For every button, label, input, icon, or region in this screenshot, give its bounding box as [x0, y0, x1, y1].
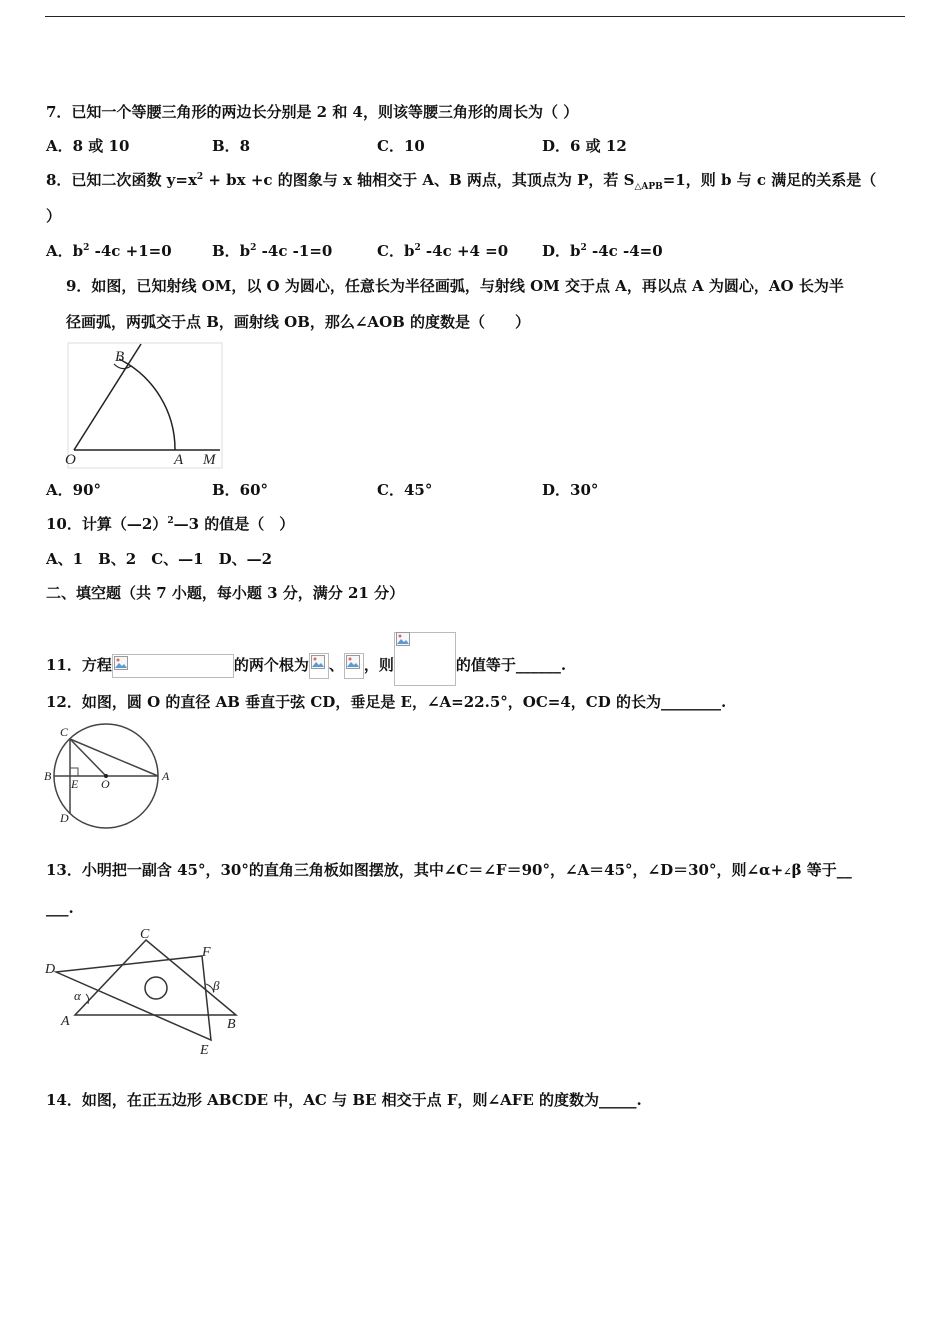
segment-ca [70, 739, 158, 776]
ray-ob [74, 344, 141, 450]
q7-option-a: A．8 或 10 [46, 137, 130, 155]
q8-stem-part: 8．已知二次函数 y=x [46, 171, 197, 189]
q12-figure [42, 722, 182, 834]
q13-text: β 等于__ [791, 861, 852, 879]
q11-text: 的两个根为 [233, 656, 309, 674]
q7-option-d: D．6 或 12 [542, 137, 627, 155]
q8-subscript: △APB [634, 182, 663, 192]
broken-image-icon [346, 655, 360, 669]
label-a: A [174, 452, 184, 468]
q11-text: 的值等于______. [455, 656, 567, 674]
label-a: A [61, 1014, 70, 1029]
arc-centered-o [119, 359, 175, 450]
q10-stem-part: 10．计算（—2） [46, 515, 168, 533]
label-d: D [60, 811, 69, 825]
right-angle-mark [70, 768, 78, 776]
q8-option-d [542, 241, 663, 261]
opt-post: -4c +4 =0 [420, 242, 509, 260]
broken-image-icon [114, 656, 128, 670]
opt-sup: 2 [250, 243, 257, 253]
q9-option-b: B．60° [212, 481, 269, 499]
opt-pre: A．b [46, 242, 84, 260]
label-o: O [65, 452, 76, 468]
label-a: A [162, 769, 170, 783]
triangle-hole [145, 977, 167, 999]
q11-text: 11．方程 [46, 656, 112, 674]
opt-post: -4c -1=0 [256, 242, 333, 260]
q11-text: ，则 [363, 656, 394, 674]
q7-option-c: C．10 [377, 137, 425, 155]
q8-option-c [377, 241, 508, 261]
broken-image-icon [396, 632, 410, 646]
opt-post: -4c +1=0 [89, 242, 172, 260]
question-13-stem-1 [46, 860, 852, 883]
question-10-options: A、1 B、2 C、—1 D、—2 [46, 550, 273, 568]
question-9-stem-2: 径画弧，两弧交于点 B，画射线 OB，那么∠AOB 的度数是（ ） [66, 313, 531, 331]
q10-superscript: 2 [167, 516, 174, 526]
label-b: B [227, 1017, 236, 1032]
label-m: M [203, 452, 216, 468]
opt-pre: C．b [377, 242, 415, 260]
header-rule [45, 16, 905, 17]
q8-option-a [46, 241, 172, 261]
question-8-stem [46, 170, 876, 197]
label-e: E [200, 1043, 209, 1058]
q8-stem-part: =1，则 b 与 c 满足的关系是（ [662, 171, 877, 189]
q13-small-angle: ∠ [783, 867, 792, 878]
broken-image-icon [311, 655, 325, 669]
label-c: C [60, 725, 69, 739]
q10-stem-part: —3 的值是（ ） [173, 515, 295, 533]
q9-figure [62, 342, 224, 470]
q13-figure [42, 924, 242, 1060]
q8-superscript: 2 [196, 172, 204, 182]
expression-image-placeholder [394, 632, 456, 686]
question-9-stem-1: 9．如图，已知射线 OM，以 O 为圆心，任意长为半径画弧，与射线 OM 交于点 A，再以点 A 为圆心，AO 长为半 [66, 277, 844, 295]
question-11-stem [46, 632, 566, 686]
label-f: F [202, 945, 211, 960]
q11-text: 、 [328, 656, 344, 674]
label-beta: β [213, 978, 220, 993]
opt-pre: D．b [542, 242, 581, 260]
question-7-stem: 7．已知一个等腰三角形的两边长分别是 2 和 4，则该等腰三角形的周长为（ ） [46, 103, 579, 121]
opt-sup: 2 [580, 243, 587, 253]
label-b: B [44, 769, 52, 783]
question-13-stem-2: ___. [46, 899, 74, 917]
q13-text: 13．小明把一副含 45°，30°的直角三角板如图摆放，其中∠C＝∠F＝90°，∠A＝45°，∠D＝30°，则∠α+ [46, 861, 784, 879]
section-2-heading: 二、填空题（共 7 小题，每小题 3 分，满分 21 分） [46, 584, 405, 602]
opt-sup: 2 [83, 243, 90, 253]
label-c: C [140, 927, 150, 942]
label-d: D [45, 962, 56, 977]
root1-image-placeholder [309, 653, 329, 679]
question-14-stem: 14．如图，在正五边形 ABCDE 中，AC 与 BE 相交于点 F，则∠AFE 的度数为_____. [46, 1091, 642, 1109]
q8-stem-part: + bx +c 的图象与 x 轴相交于 A、B 两点，其顶点为 P，若 S [203, 171, 635, 189]
label-b: B [115, 349, 125, 365]
question-12-stem: 12．如图，圆 O 的直径 AB 垂直于弦 CD，垂足是 E，∠A=22.5°，OC=4，CD 的长为________. [46, 693, 727, 711]
equation-image-placeholder [112, 654, 234, 678]
segment-co [70, 739, 106, 776]
label-alpha: α [74, 988, 81, 1003]
root2-image-placeholder [344, 653, 364, 679]
label-e: E [71, 777, 79, 791]
opt-sup: 2 [414, 243, 421, 253]
q8-option-b [212, 241, 332, 261]
label-o: O [101, 777, 110, 791]
opt-pre: B．b [212, 242, 251, 260]
question-10-stem [46, 514, 294, 534]
q7-option-b: B．8 [212, 137, 251, 155]
opt-post: -4c -4=0 [586, 242, 663, 260]
q9-option-d: D．30° [542, 481, 599, 499]
question-8-stem-end: ） [46, 207, 62, 225]
q9-option-c: C．45° [377, 481, 433, 499]
q9-option-a: A．90° [46, 481, 102, 499]
